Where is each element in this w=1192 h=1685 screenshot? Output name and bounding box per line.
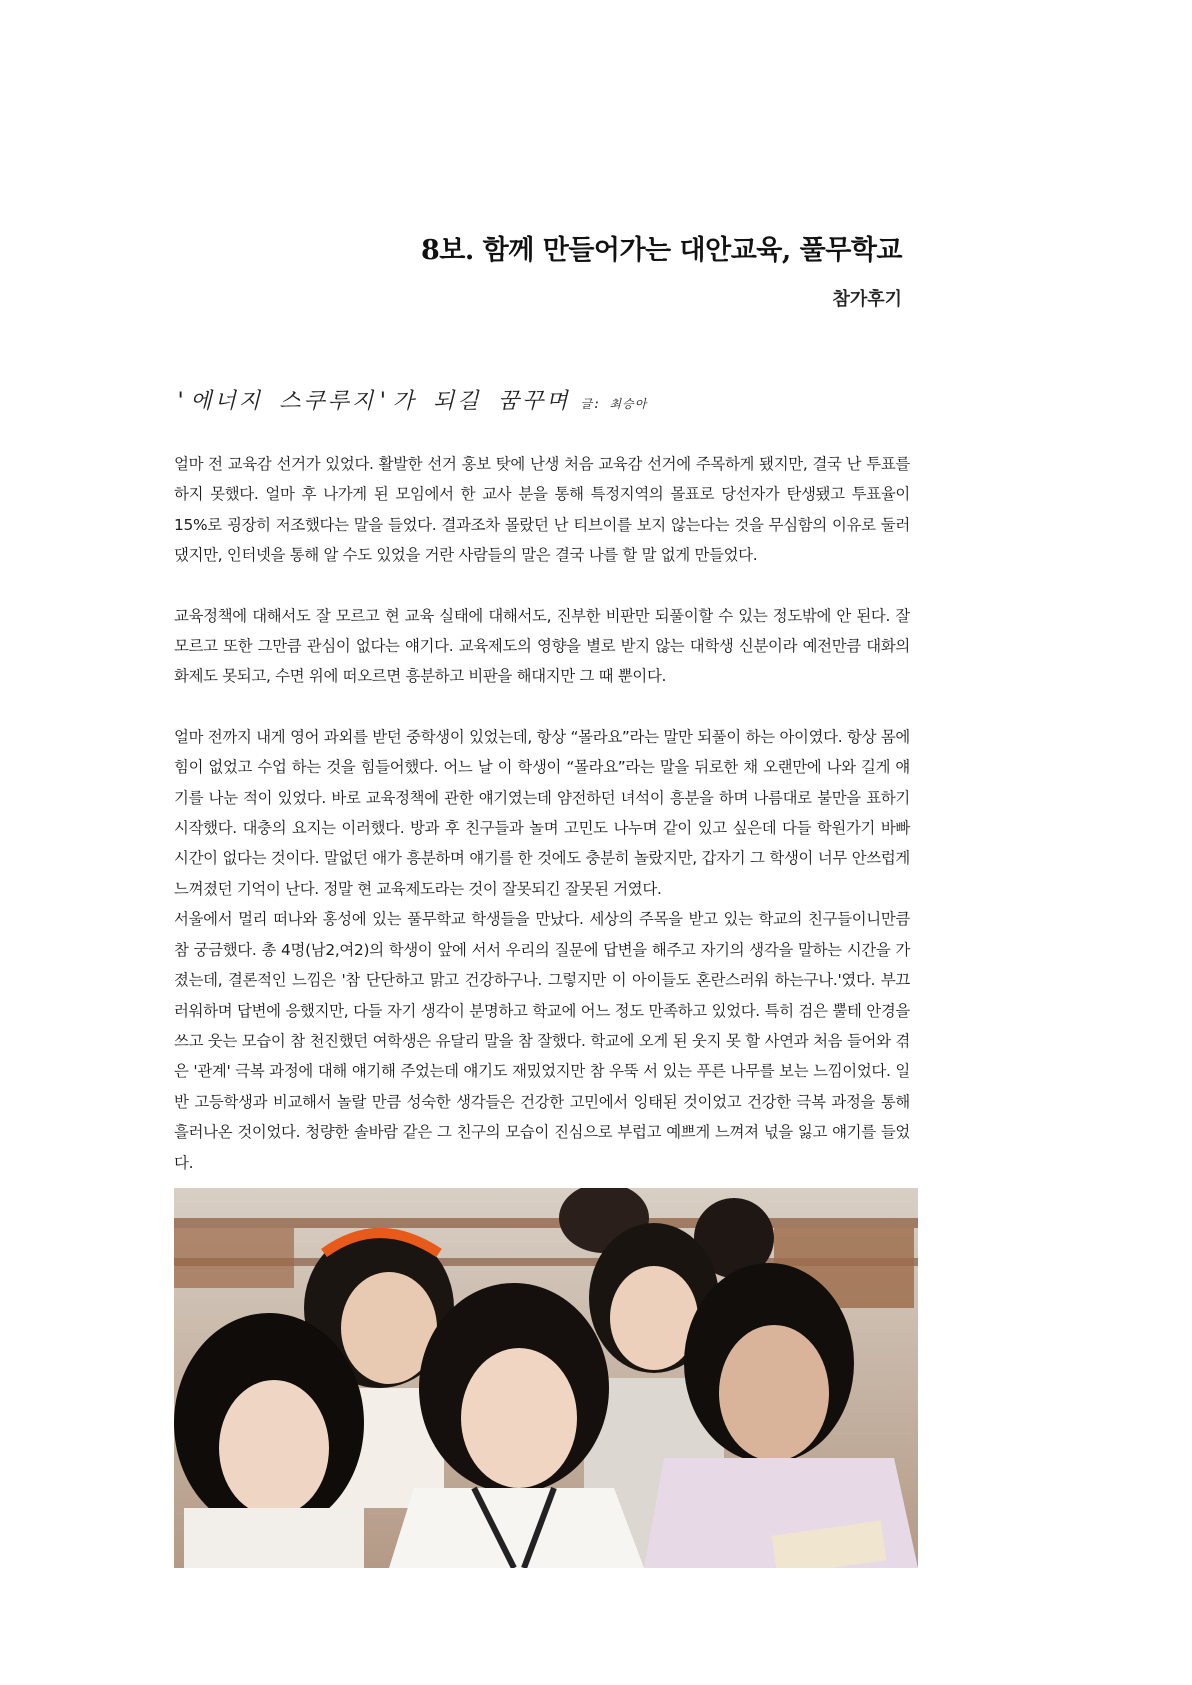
headline-text: '에너지 스쿠루지'가 되길 꿈꾸며 xyxy=(174,389,571,414)
article-headline xyxy=(174,384,647,415)
article-body xyxy=(174,449,910,1178)
paragraph-gap xyxy=(174,692,910,722)
paragraph-gap xyxy=(174,571,910,601)
byline: 글: 최승아 xyxy=(580,397,648,411)
classroom-photo xyxy=(174,1188,918,1568)
paragraph: 얼마 전까지 내게 영어 과외를 받던 중학생이 있었는데, 항상 “몰라요”라는 말만 되풀이 하는 아이였다. 항상 몸에 힘이 없었고 수업 하는 것을 힘들어했다. 어느 날 이 학생이 “몰라요”라는 말을 뒤로한 채 오랜만에 나와 길게 얘기를 나눈 적이 있었다. 바로 교육정책에 관한 얘기였는데 얌전하던 녀석이 흥분을 하며 나름대로 불만을 표하기 시작했다. 대충의 요지는 이러했다. 방과 후 친구들과 놀며 고민도 나누며 같이 있고 싶은데 다들 학원가기 바빠 시간이 없다는 것이다. 말없던 애가 흥분하며 얘기를 한 것에도 충분히 놀랐지만, 갑자기 그 학생이 너무 안쓰럽게 느껴졌던 기억이 난다. 정말 현 교육제도라는 것이 잘못되긴 잘못된 거였다. xyxy=(174,727,910,898)
page-subtitle: 참가후기 xyxy=(832,289,902,310)
paragraph: 서울에서 멀리 떠나와 홍성에 있는 풀무학교 학생들을 만났다. 세상의 주목을 받고 있는 학교의 친구들이니만큼 참 궁금했다. 총 4명(남2,여2)의 학생이 앞에 서서 우리의 질문에 답변을 해주고 자기의 생각을 말하는 시간을 가졌는데, 결론적인 느낌은 '참 단단하고 맑고 건강하구나. 그렇지만 이 아이들도 혼란스러워 하는구나.'였다. 부끄러워하며 답변에 응했지만, 다들 자기 생각이 분명하고 학교에 어느 정도 만족하고 있었다. 특히 검은 뿔테 안경을 쓰고 웃는 모습이 참 천진했던 여학생은 유달리 말을 참 잘했다. 학교에 오게 된 웃지 못 할 사연과 처음 들어와 겪은 '관계' 극복 과정에 대해 얘기해 주었는데 얘기도 재밌었지만 참 우뚝 서 있는 푸른 나무를 보는 느낌이었다. 일반 고등학생과 비교해서 놀랄 만큼 성숙한 생각들은 건강한 고민에서 잉태된 것이었고 건강한 극복 과정을 통해 흘러나온 것이었다. 청량한 솔바람 같은 그 친구의 모습이 진심으로 부럽고 예쁘게 느껴져 넋을 잃고 얘기를 들었다. xyxy=(174,910,910,1172)
page-title: 8보. 함께 만들어가는 대안교육, 풀무학교 xyxy=(421,235,902,266)
paragraph: 교육정책에 대해서도 잘 모르고 현 교육 실태에 대해서도, 진부한 비판만 되풀이할 수 있는 정도밖에 안 된다. 잘 모르고 또한 그만큼 관심이 없다는 얘기다. 교육제도의 영향을 별로 받지 않는 대학생 신분이라 예전만큼 대화의 화제도 못되고, 수면 위에 떠오르면 흥분하고 비판을 해대지만 그 때 뿐이다. xyxy=(174,606,910,686)
classroom-photo-illustration xyxy=(174,1188,918,1568)
paragraph: 얼마 전 교육감 선거가 있었다. 활발한 선거 홍보 탓에 난생 처음 교육감 선거에 주목하게 됐지만, 결국 난 투표를 하지 못했다. 얼마 후 나가게 된 모임에서 한 교사 분을 통해 특정지역의 몰표로 당선자가 탄생됐고 투표율이 15%로 굉장히 저조했다는 말을 들었다. 결과조차 몰랐던 난 티브이를 보지 않는다는 것을 무심함의 이유로 둘러댔지만, 인터넷을 통해 알 수도 있었을 거란 사람들의 말은 결국 나를 할 말 없게 만들었다. xyxy=(174,455,910,565)
